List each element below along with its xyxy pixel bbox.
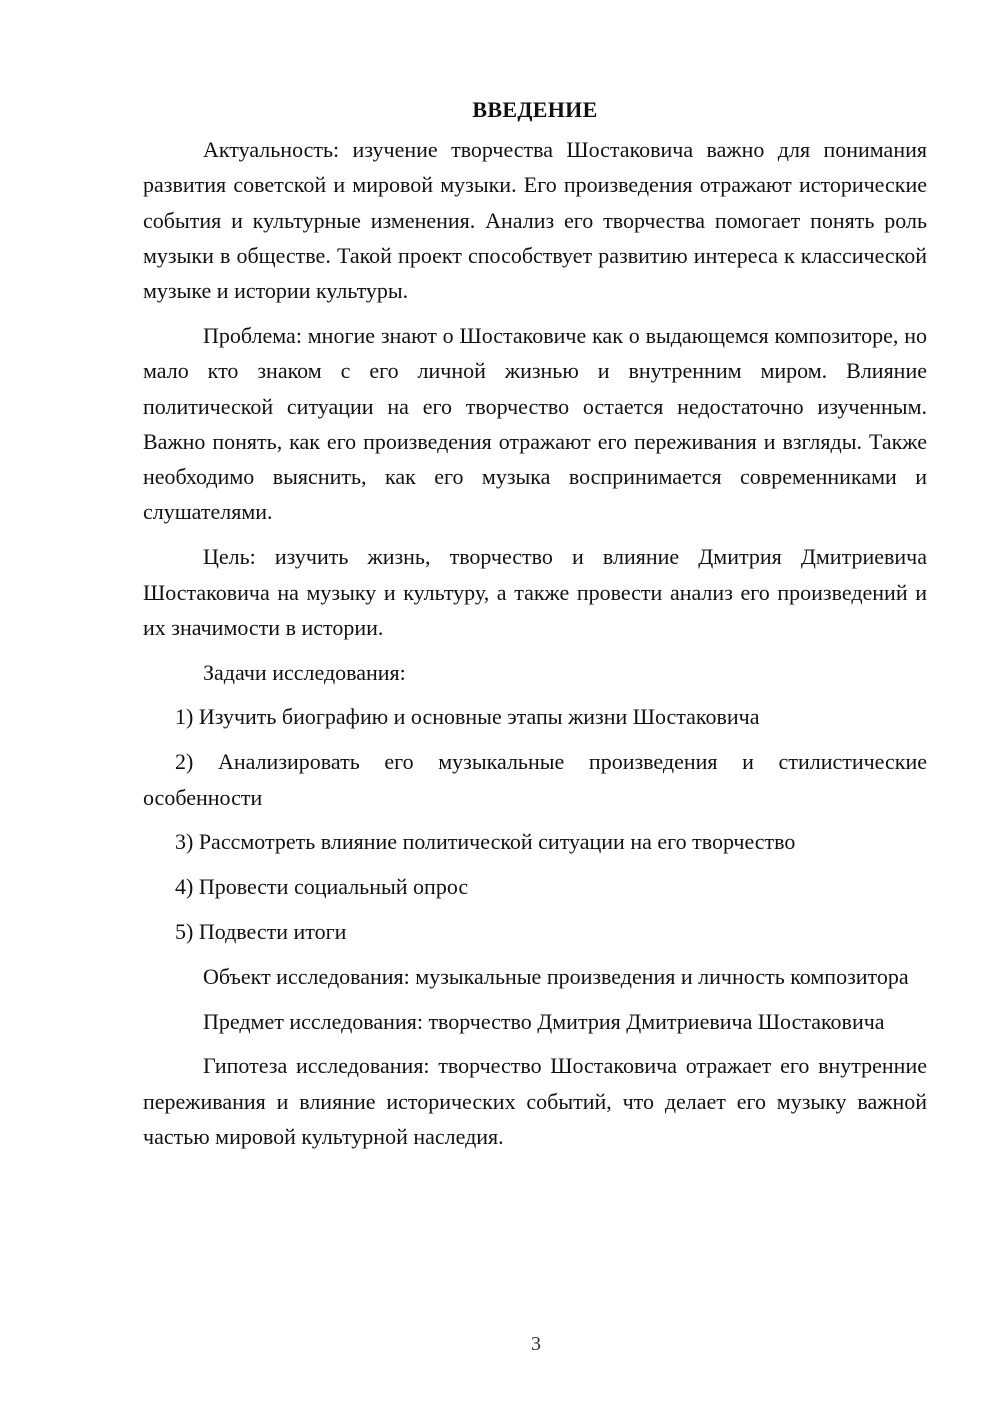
task-item-5: 5) Подвести итоги xyxy=(175,918,347,944)
task-item-2: 2) Анализировать его музыкальные произведения и стилистические особенности xyxy=(143,749,927,810)
paragraph-subject: Предмет исследования: творчество Дмитрия Дмитриевича Шостаковича xyxy=(203,1008,885,1034)
paragraph-object: Объект исследования: музыкальные произведения и личность композитора xyxy=(203,963,909,989)
paragraph-relevance: Актуальность: изучение творчества Шостаковича важно для понимания развития советской и мировой музыки. Его произведения отражают исторические события и культурные изменения. Анализ его творчества помогает понять роль музыки в обществе. Такой проект способствует развитию интереса к классической музыке и истории культуры. xyxy=(143,137,927,304)
task-item-4: 4) Провести социальный опрос xyxy=(175,874,469,900)
page-title: ВВЕДЕНИЕ xyxy=(472,97,598,122)
document-page xyxy=(143,95,927,1164)
paragraph-problem: Проблема: многие знают о Шостаковиче как о выдающемся композиторе, но мало кто знаком с его личной жизнью и внутренним миром. Влияние политической ситуации на его творчество остается недостаточно изученным. Важно понять, как его произведения отражают его переживания и взгляды. Также необходимо выяснить, как его музыка воспринимается современниками и слушателями. xyxy=(143,322,927,525)
task-item-1: 1) Изучить биографию и основные этапы жизни Шостаковича xyxy=(175,704,760,730)
paragraph-goal: Цель: изучить жизнь, творчество и влияние Дмитрия Дмитриевича Шостаковича на музыку и культуру, а также провести анализ его произведений и их значимости в истории. xyxy=(143,544,927,640)
page-number: 3 xyxy=(531,1333,541,1355)
task-item-3: 3) Рассмотреть влияние политической ситуации на его творчество xyxy=(175,829,796,855)
tasks-heading: Задачи исследования: xyxy=(203,659,406,685)
paragraph-hypothesis: Гипотеза исследования: творчество Шостаковича отражает его внутренние переживания и влияние исторических событий, что делает его музыку важной частью мировой культурной наследия. xyxy=(143,1053,927,1149)
